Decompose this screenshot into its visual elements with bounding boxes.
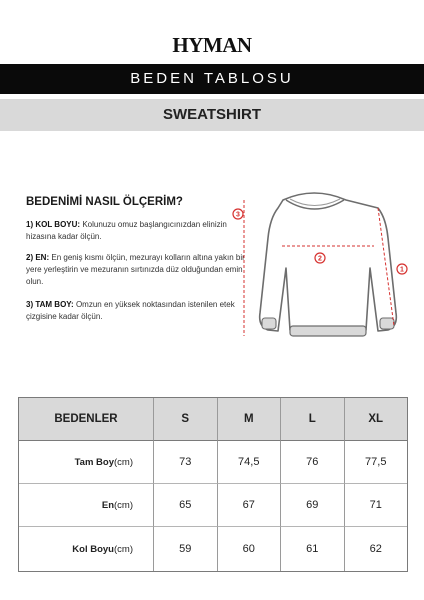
instruction-length bbox=[26, 299, 256, 323]
table-row bbox=[19, 527, 407, 571]
row-unit: (cm) bbox=[114, 499, 133, 511]
header-size-l: L bbox=[280, 398, 344, 441]
row-label bbox=[19, 441, 153, 484]
instruction-sleeve bbox=[26, 219, 256, 243]
right-cuff bbox=[380, 318, 394, 329]
product-title: SWEATSHIRT bbox=[0, 99, 424, 131]
marker-1: 1 bbox=[400, 266, 404, 274]
instruction-text: En geniş kısmı ölçün, mezurayı kolların altına yakın bir yere yerleştirin ve mezuranın sırtınızda düz olduğundan emin olun. bbox=[26, 253, 245, 286]
table-cell: 77,5 bbox=[344, 441, 408, 484]
table-header-row bbox=[19, 398, 407, 441]
row-unit: (cm) bbox=[114, 456, 133, 468]
row-label-text: Kol Boyu bbox=[72, 543, 114, 555]
header-label: BEDENLER bbox=[19, 398, 153, 441]
table-cell: 60 bbox=[217, 527, 281, 571]
row-label-text: En bbox=[101, 499, 114, 511]
size-chart-banner: BEDEN TABLOSU bbox=[0, 64, 424, 94]
brand-logo: HYMAN bbox=[172, 33, 252, 57]
header-size-m: M bbox=[217, 398, 281, 441]
sweatshirt-outline bbox=[260, 193, 397, 331]
table-cell: 69 bbox=[280, 484, 344, 527]
table-row bbox=[19, 484, 407, 527]
sweatshirt-diagram bbox=[228, 178, 414, 350]
header-size-xl: XL bbox=[344, 398, 408, 441]
instruction-text: Kolunuzu omuz başlangıcınızdan elinizin hizasına kadar ölçün. bbox=[26, 220, 227, 241]
marker-2: 2 bbox=[318, 255, 322, 263]
instruction-term: 3) TAM BOY: bbox=[26, 300, 74, 309]
table-cell: 59 bbox=[153, 527, 217, 571]
size-table bbox=[18, 397, 408, 572]
table-cell: 62 bbox=[344, 527, 408, 571]
row-label bbox=[19, 527, 153, 571]
table-cell: 73 bbox=[153, 441, 217, 484]
row-unit: (cm) bbox=[114, 543, 133, 555]
marker-3: 3 bbox=[236, 211, 240, 219]
table-row bbox=[19, 441, 407, 484]
row-label-text: Tam Boy bbox=[74, 456, 114, 468]
measure-guide-title: BEDENİMİ NASIL ÖLÇERİM? bbox=[26, 196, 183, 208]
table-cell: 65 bbox=[153, 484, 217, 527]
instruction-width bbox=[26, 252, 256, 288]
instruction-text: Omzun en yüksek noktasından istenilen etek çizgisine kadar ölçün. bbox=[26, 300, 235, 321]
table-cell: 76 bbox=[280, 441, 344, 484]
row-label bbox=[19, 484, 153, 527]
left-cuff bbox=[262, 318, 276, 329]
table-cell: 71 bbox=[344, 484, 408, 527]
hem-band bbox=[290, 326, 366, 336]
header-size-s: S bbox=[153, 398, 217, 441]
table-cell: 67 bbox=[217, 484, 281, 527]
instruction-term: 2) EN: bbox=[26, 253, 50, 262]
instruction-term: 1) KOL BOYU: bbox=[26, 220, 81, 229]
table-cell: 74,5 bbox=[217, 441, 281, 484]
table-cell: 61 bbox=[280, 527, 344, 571]
